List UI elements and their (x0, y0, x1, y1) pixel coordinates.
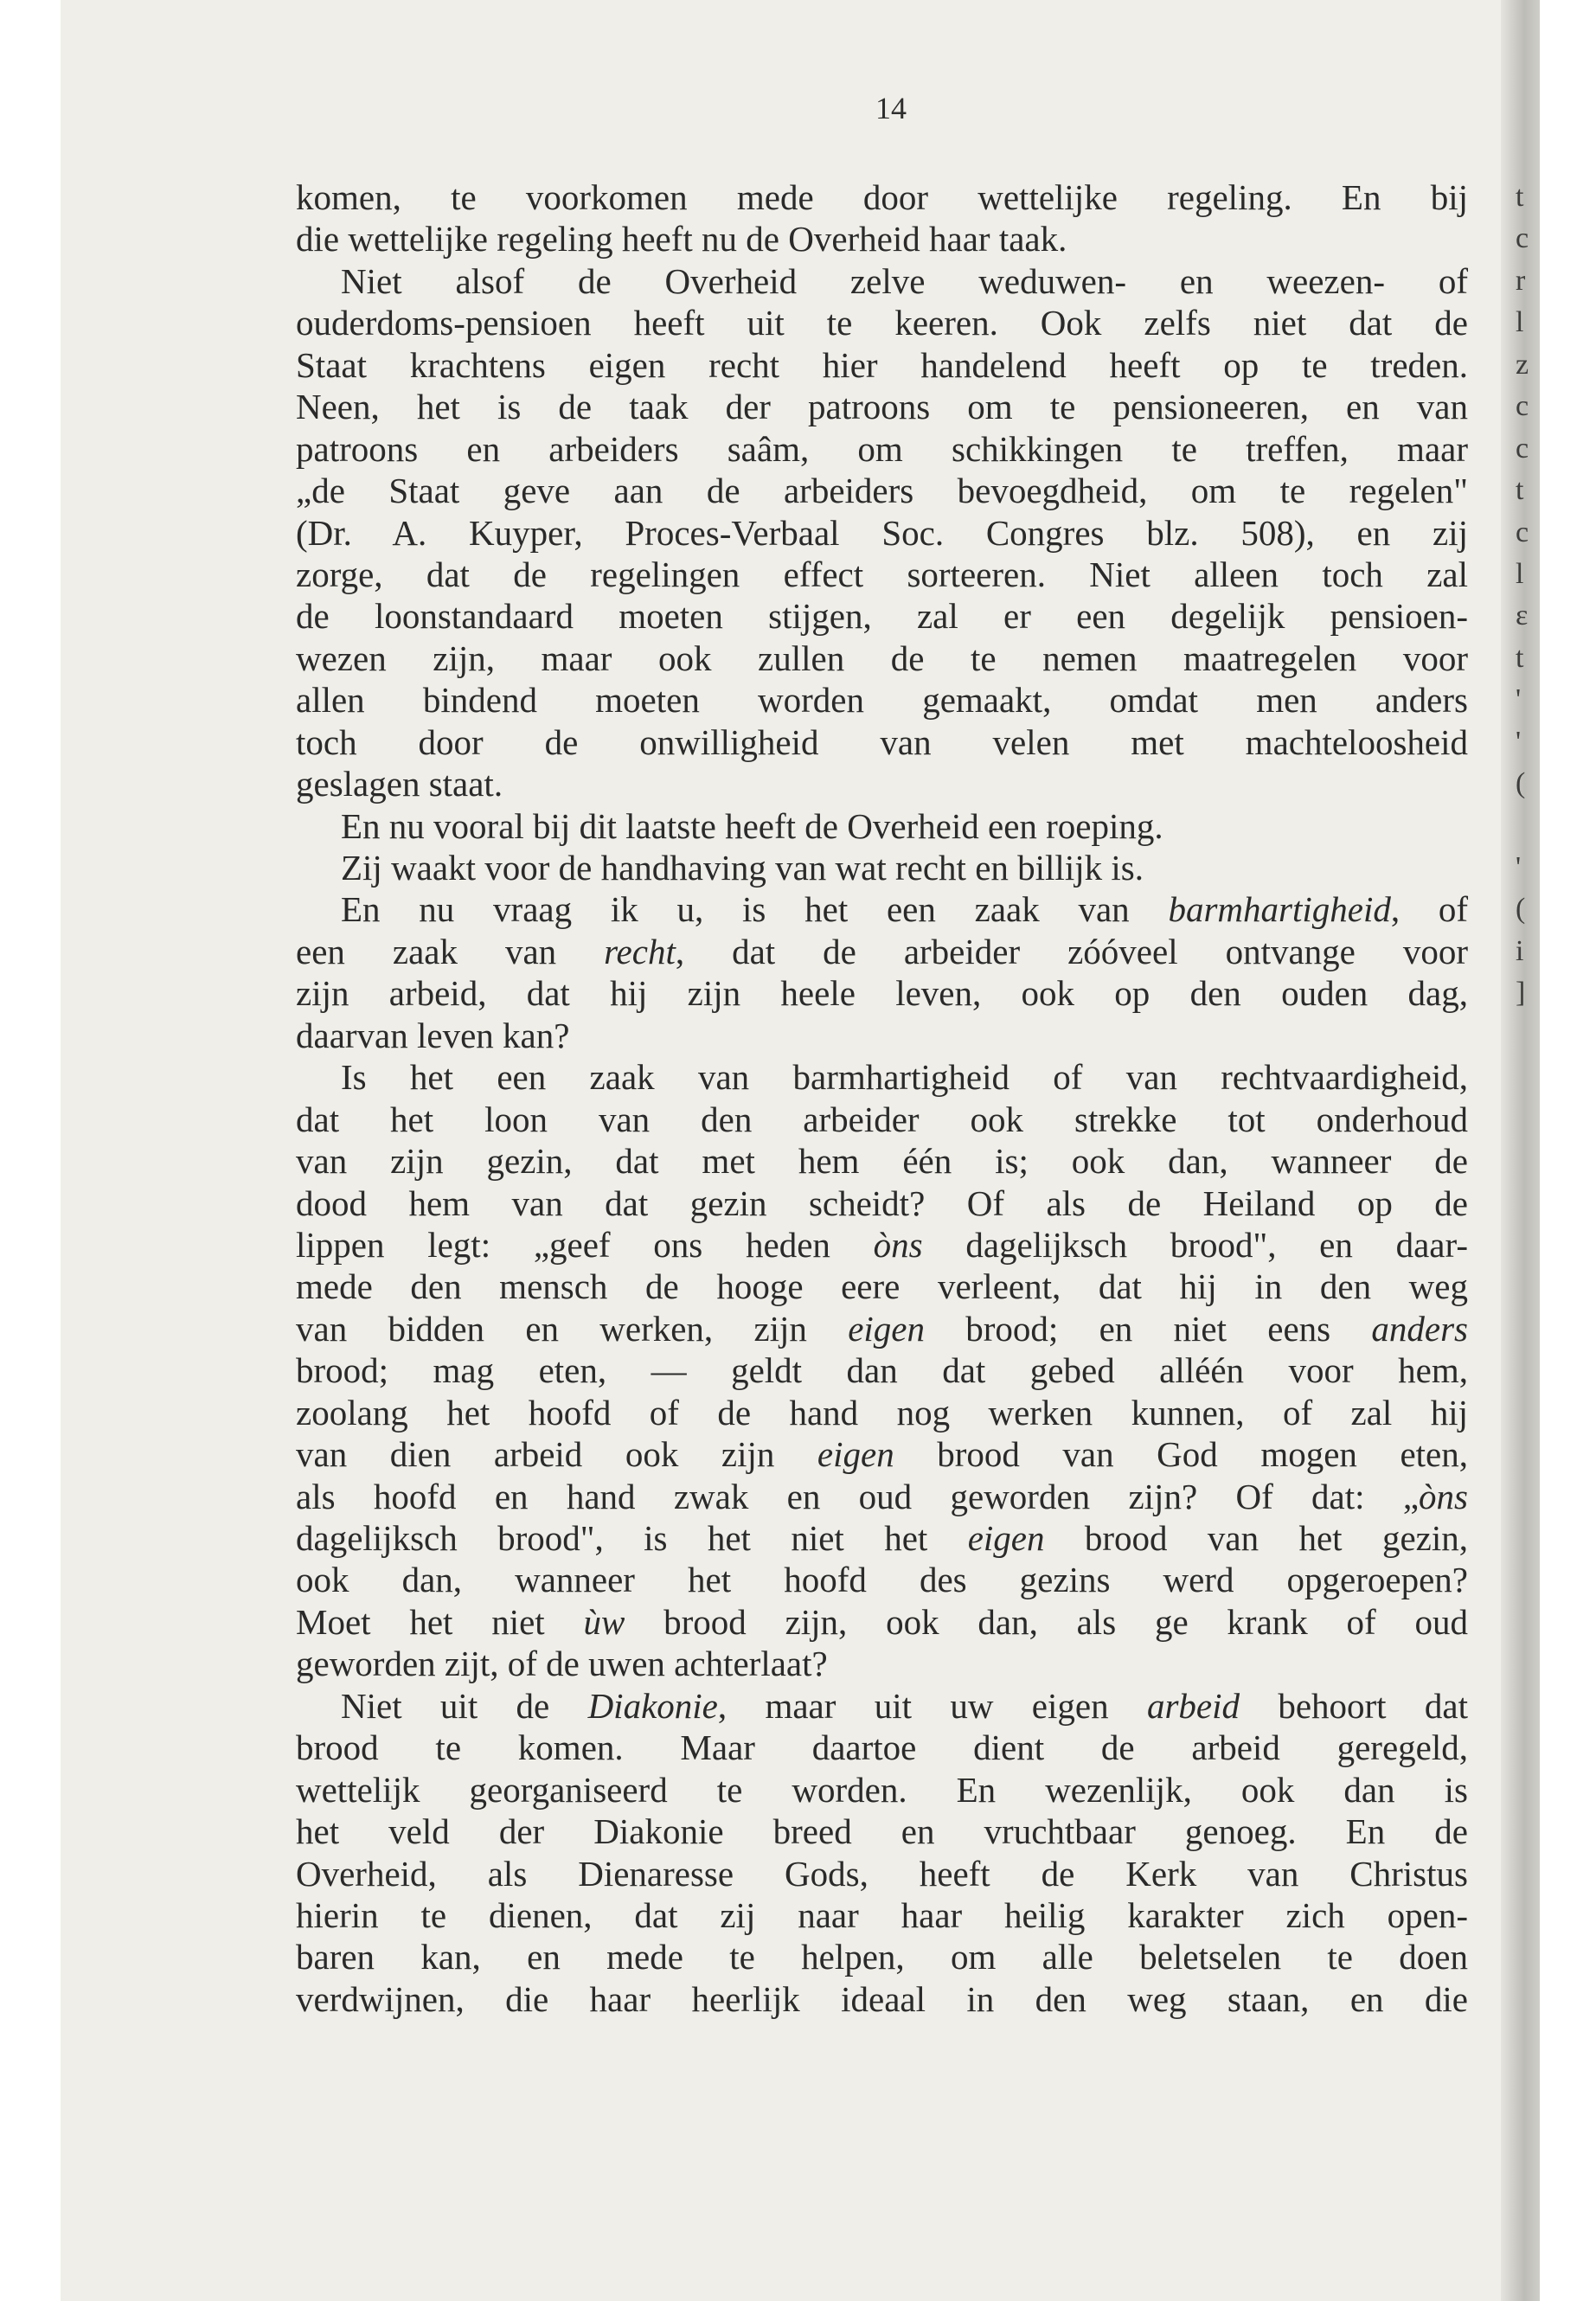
text-run: brood van het gezin, (1044, 1518, 1468, 1558)
text-line: ouderdoms-pensioen heeft uit te keeren. Ook zelfs niet dat de (296, 303, 1468, 343)
text-line (296, 888, 1468, 930)
emphasis-text: òns (1419, 1476, 1468, 1516)
text-line: toch door de onwilligheid van velen met machteloosheid (296, 721, 1468, 762)
text-line (296, 1433, 1468, 1475)
text-line: (Dr. A. Kuyper, Proces-Verbaal Soc. Congres blz. 508), en zij (296, 512, 1468, 553)
text-line: verdwijnen, die haar heerlijk ideaal in den weg staan, en die (296, 1978, 1468, 2019)
text-line: allen bindend moeten worden gemaakt, omdat men anders (296, 680, 1468, 721)
text-line: wettelijk georganiseerd te worden. En wezenlijk, ook dan is (296, 1769, 1468, 1810)
text-line: Neen, het is de taak der patroons om te pensioneeren, en van (296, 387, 1468, 427)
text-run: Moet het niet (296, 1601, 584, 1642)
margin-letter: t (1516, 181, 1524, 213)
margin-letter: r (1516, 264, 1526, 297)
emphasis-text: eigen (848, 1308, 925, 1349)
text-run: behoort dat (1239, 1685, 1468, 1726)
text-line: die wettelijke regeling heeft nu de Overheid haar taak. (296, 219, 1067, 260)
text-line (296, 1517, 1468, 1559)
emphasis-text: arbeid (1146, 1685, 1240, 1726)
text-line: „de Staat geve aan de arbeiders bevoegdheid, om te regelen" (296, 471, 1468, 511)
page-number: 14 (875, 91, 907, 125)
text-line: brood te komen. Maar daartoe dient de arbeid geregeld, (296, 1727, 1468, 1768)
text-line (296, 1601, 1468, 1643)
emphasis-text: ùw (583, 1601, 625, 1642)
text-line (296, 1308, 1468, 1349)
text-run: een zaak van (296, 931, 605, 971)
text-line: Overheid, als Dienaresse Gods, heeft de Kerk van Christus (296, 1853, 1468, 1894)
margin-letter: l (1516, 306, 1524, 339)
text-line: zijn arbeid, dat hij zijn heele leven, ook op den ouden dag, (296, 973, 1468, 1014)
text-line: de loonstandaard moeten stijgen, zal er een degelijk pensioen- (296, 596, 1468, 637)
margin-letter: c (1516, 516, 1529, 548)
text-line: ook dan, wanneer het hoofd des gezins werd opgeroepen? (296, 1560, 1468, 1600)
text-line: mede den mensch de hooge eere verleent, dat hij in den weg (296, 1266, 1468, 1307)
text-line: komen, te voorkomen mede door wettelijke regeling. En bij (296, 177, 1468, 217)
text-line: baren kan, en mede te helpen, om alle beletselen te doen (296, 1937, 1468, 1977)
margin-letter: i (1516, 934, 1524, 967)
text-line: zoolang het hoofd of de hand nog werken kunnen, of zal hij (296, 1392, 1468, 1433)
text-run: dagelijksch brood", is het niet het (296, 1518, 968, 1558)
text-line: Staat krachtens eigen recht hier handelend heeft op te treden. (296, 344, 1468, 385)
text-run: lippen legt: „geef ons heden (296, 1224, 874, 1265)
text-run: brood zijn, ook dan, als ge krank of oud (625, 1601, 1468, 1642)
text-line (296, 931, 1468, 972)
text-run: als hoofd en hand zwak en oud geworden zijn? Of dat: „ (296, 1476, 1420, 1516)
text-line (296, 1685, 1468, 1727)
text-line: Is het een zaak van barmhartigheid of van rechtvaardigheid, (341, 1057, 1468, 1098)
text-line: geslagen staat. (296, 764, 503, 804)
text-line: geworden zijt, of de uwen achterlaat? (296, 1644, 828, 1684)
margin-letter: t (1516, 641, 1524, 674)
text-line: dood hem van dat gezin scheidt? Of als de Heiland op de (296, 1183, 1468, 1223)
text-line: Niet alsof de Overheid zelve weduwen- en weezen- of (341, 260, 1468, 301)
margin-letter: ( (1516, 893, 1526, 926)
margin-letter: c (1516, 390, 1529, 423)
margin-letter: ( (1516, 767, 1526, 800)
text-run: van bidden en werken, zijn (296, 1308, 849, 1349)
emphasis-text: recht (604, 931, 676, 971)
margin-letter: ɛ (1516, 599, 1529, 632)
text-run: En nu vraag ik u, is het een zaak van (341, 889, 1169, 930)
text-run: brood; en niet eens (925, 1308, 1372, 1349)
text-run: , dat de arbeider zóóveel ontvange voor (675, 931, 1468, 971)
text-run: Niet uit de (341, 1685, 588, 1726)
margin-letter: z (1516, 348, 1529, 381)
emphasis-text: anders (1371, 1308, 1469, 1349)
text-run: brood van God mogen eten, (894, 1434, 1468, 1475)
emphasis-text: òns (873, 1224, 923, 1265)
text-line: van zijn gezin, dat met hem één is; ook dan, wanneer de (296, 1141, 1468, 1182)
text-line: daarvan leven kan? (296, 1015, 570, 1055)
text-run: , of (1390, 889, 1469, 930)
margin-letter: ' (1516, 683, 1522, 716)
text-line (296, 1224, 1468, 1266)
emphasis-text: Diakonie (587, 1685, 718, 1726)
margin-letter: l (1516, 557, 1524, 590)
emphasis-text: barmhartigheid (1168, 889, 1391, 930)
margin-letter: c (1516, 222, 1529, 255)
emphasis-text: eigen (817, 1434, 894, 1475)
text-line (296, 1476, 1468, 1517)
margin-letter: ' (1516, 851, 1522, 883)
text-line: brood; mag eten, — geldt dan dat gebed alléén voor hem, (296, 1350, 1468, 1391)
text-line: dat het loon van den arbeider ook strekke tot onderhoud (296, 1099, 1468, 1139)
adjacent-page-margin (1516, 176, 1542, 1015)
text-line: Zij waakt voor de handhaving van wat recht en billijk is. (341, 848, 1144, 888)
text-run: dagelijksch brood", en daar- (922, 1224, 1468, 1265)
text-run: van dien arbeid ook zijn (296, 1434, 817, 1475)
text-line: hierin te dienen, dat zij naar haar heilig karakter zich open- (296, 1894, 1468, 1935)
text-line: En nu vooral bij dit laatste heeft de Overheid een roeping. (341, 805, 1163, 846)
emphasis-text: eigen (967, 1518, 1045, 1558)
margin-letter: ' (1516, 725, 1522, 758)
body-text (296, 176, 1468, 2020)
text-line: zorge, dat de regelingen effect sorteeren. Niet alleen toch zal (296, 554, 1468, 594)
text-run: , maar uit uw eigen (717, 1685, 1147, 1726)
text-line: het veld der Diakonie breed en vruchtbaar genoeg. En de (296, 1811, 1468, 1852)
text-line: patroons en arbeiders saâm, om schikkingen te treffen, maar (296, 428, 1468, 469)
margin-letter: c (1516, 432, 1529, 465)
margin-letter: t (1516, 474, 1524, 507)
margin-letter (1516, 805, 1542, 847)
margin-letter: ] (1516, 977, 1526, 1009)
text-line: wezen zijn, maar ook zullen de te nemen maatregelen voor (296, 638, 1468, 678)
